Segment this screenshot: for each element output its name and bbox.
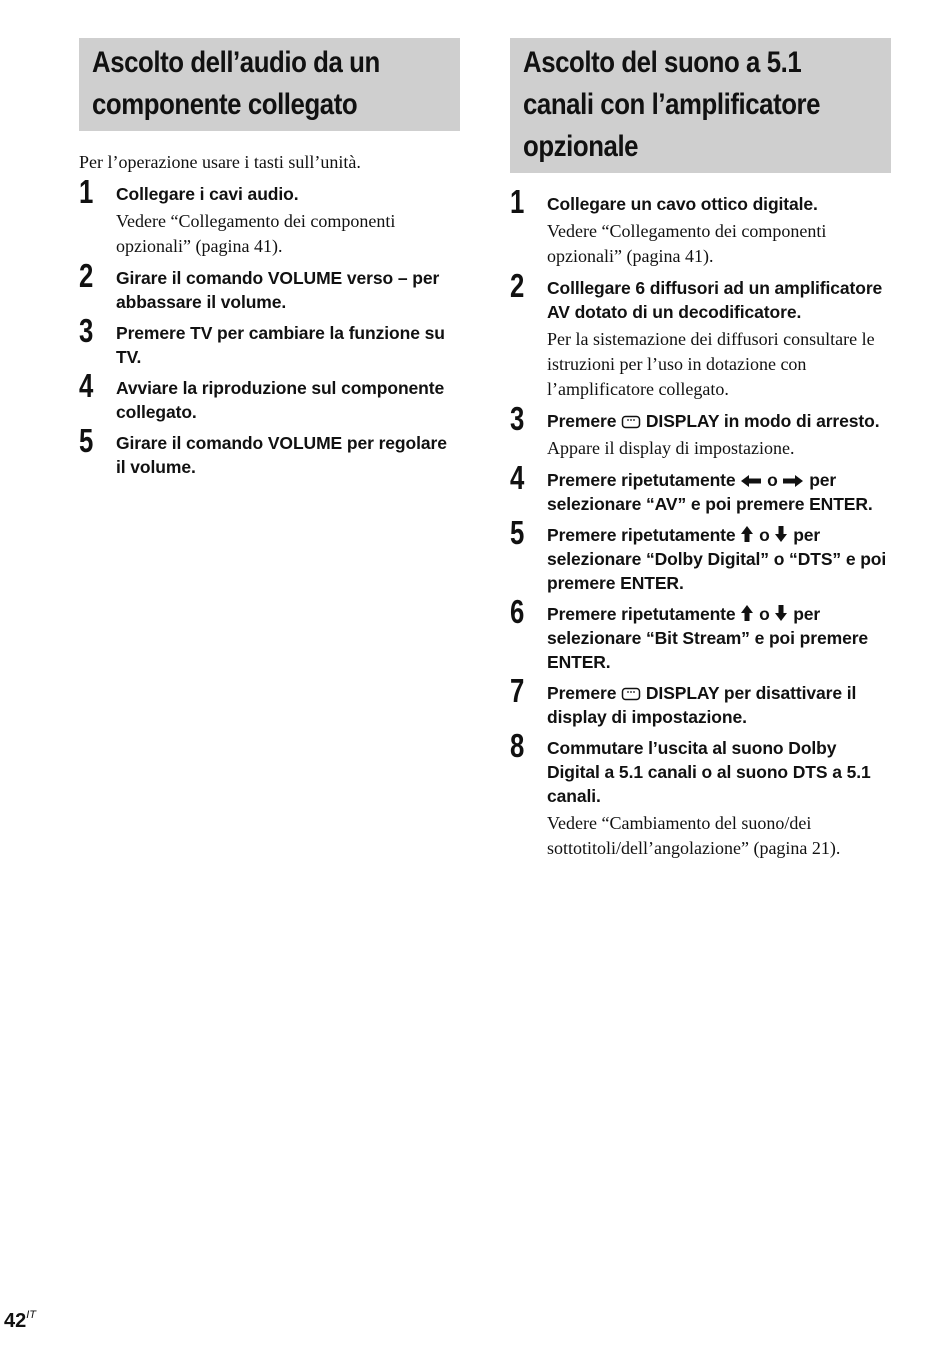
step-title-part: o — [759, 604, 770, 624]
step-number: 5 — [79, 422, 94, 459]
step — [79, 367, 460, 424]
step-number: 4 — [510, 459, 525, 496]
up-arrow-icon — [740, 525, 754, 543]
step-title: Premere TV per cambiare la funzione su TV. — [116, 323, 445, 367]
step — [79, 257, 460, 314]
page-number-value: 42 — [4, 1310, 27, 1332]
step — [79, 173, 460, 259]
step-number: 8 — [510, 727, 525, 764]
step-title: Girare il comando VOLUME verso – per abbassare il volume. — [116, 268, 440, 312]
step-title-part: per selezionare “Dolby Digital” o “DTS” e poi premere ENTER. — [547, 525, 887, 593]
heading-line: canali con l’amplificatore — [523, 88, 821, 121]
step-number: 2 — [510, 267, 525, 304]
heading-line: Ascolto dell’audio da un — [92, 46, 380, 79]
step-description: Appare il display di impostazione. — [547, 438, 795, 458]
step-title: Collegare un cavo ottico digitale. — [547, 194, 818, 214]
display-button-icon — [621, 415, 641, 429]
heading-line: Ascolto del suono a 5.1 — [523, 46, 802, 79]
step-description: Vedere “Collegamento dei componenti opzionali” (pagina 41). — [116, 211, 396, 256]
step-title-part: Premere ripetutamente — [547, 525, 736, 545]
step-title — [547, 468, 891, 516]
step — [510, 514, 891, 595]
step-number: 2 — [79, 257, 94, 294]
step-description: Per la sistemazione dei diffusori consultare le istruzioni per l’uso in dotazione con l’amplificatore collegato. — [547, 329, 875, 399]
step-title: Girare il comando VOLUME per regolare il volume. — [116, 433, 447, 477]
section-heading — [79, 38, 460, 131]
step-number: 3 — [79, 312, 94, 349]
step-title: Colllegare 6 diffusori ad un amplificatore AV dotato di un decodificatore. — [547, 278, 883, 322]
step-title-part: DISPLAY in modo di arresto. — [645, 411, 880, 431]
step-title-part: o — [759, 525, 770, 545]
step-title: Commutare l’uscita al suono Dolby Digital a 5.1 canali o al suono DTS a 5.1 canali. — [547, 738, 871, 806]
step-number: 6 — [510, 593, 525, 630]
step-title — [547, 409, 891, 433]
step-title-part: per selezionare “Bit Stream” e poi premere ENTER. — [547, 604, 869, 672]
step-number: 7 — [510, 672, 525, 709]
step-description: Vedere “Cambiamento del suono/dei sottotitoli/dell’angolazione” (pagina 21). — [547, 813, 841, 858]
step — [510, 727, 891, 861]
step — [510, 183, 891, 269]
heading-line: componente collegato — [92, 88, 358, 121]
step-title-part: Premere — [547, 683, 617, 703]
left-arrow-icon — [740, 474, 762, 488]
step-number: 1 — [510, 183, 525, 220]
step — [79, 312, 460, 369]
step-number: 3 — [510, 400, 525, 437]
step — [510, 593, 891, 674]
left-column — [79, 38, 460, 479]
step-number: 4 — [79, 367, 94, 404]
right-column — [510, 38, 891, 861]
display-button-icon — [621, 687, 641, 701]
step-title-part: per selezionare “AV” e poi premere ENTER. — [547, 470, 873, 514]
step-title: Avviare la riproduzione sul componente collegato. — [116, 378, 445, 422]
page-number-suffix: IT — [26, 1309, 37, 1321]
step-title-part: DISPLAY per disattivare il display di impostazione. — [547, 683, 857, 727]
step-title — [547, 602, 891, 674]
step-title — [547, 523, 891, 595]
down-arrow-icon — [774, 604, 788, 622]
page-number — [4, 1309, 36, 1333]
step-title-part: Premere ripetutamente — [547, 470, 736, 490]
step-title: Collegare i cavi audio. — [116, 184, 299, 204]
step — [510, 267, 891, 402]
section-heading — [510, 38, 891, 173]
step — [79, 422, 460, 479]
heading-line: opzionale — [523, 130, 639, 163]
step-title-part: Premere — [547, 411, 617, 431]
step-number: 1 — [79, 173, 94, 210]
right-arrow-icon — [782, 474, 804, 488]
up-arrow-icon — [740, 604, 754, 622]
step-title-part: o — [767, 470, 778, 490]
step — [510, 672, 891, 729]
step-title-part: Premere ripetutamente — [547, 604, 736, 624]
step — [510, 459, 891, 516]
down-arrow-icon — [774, 525, 788, 543]
step-description: Vedere “Collegamento dei componenti opzionali” (pagina 41). — [547, 221, 827, 266]
step — [510, 400, 891, 461]
step-title — [547, 681, 891, 729]
intro-text: Per l’operazione usare i tasti sull’unità. — [79, 152, 361, 172]
step-number: 5 — [510, 514, 525, 551]
